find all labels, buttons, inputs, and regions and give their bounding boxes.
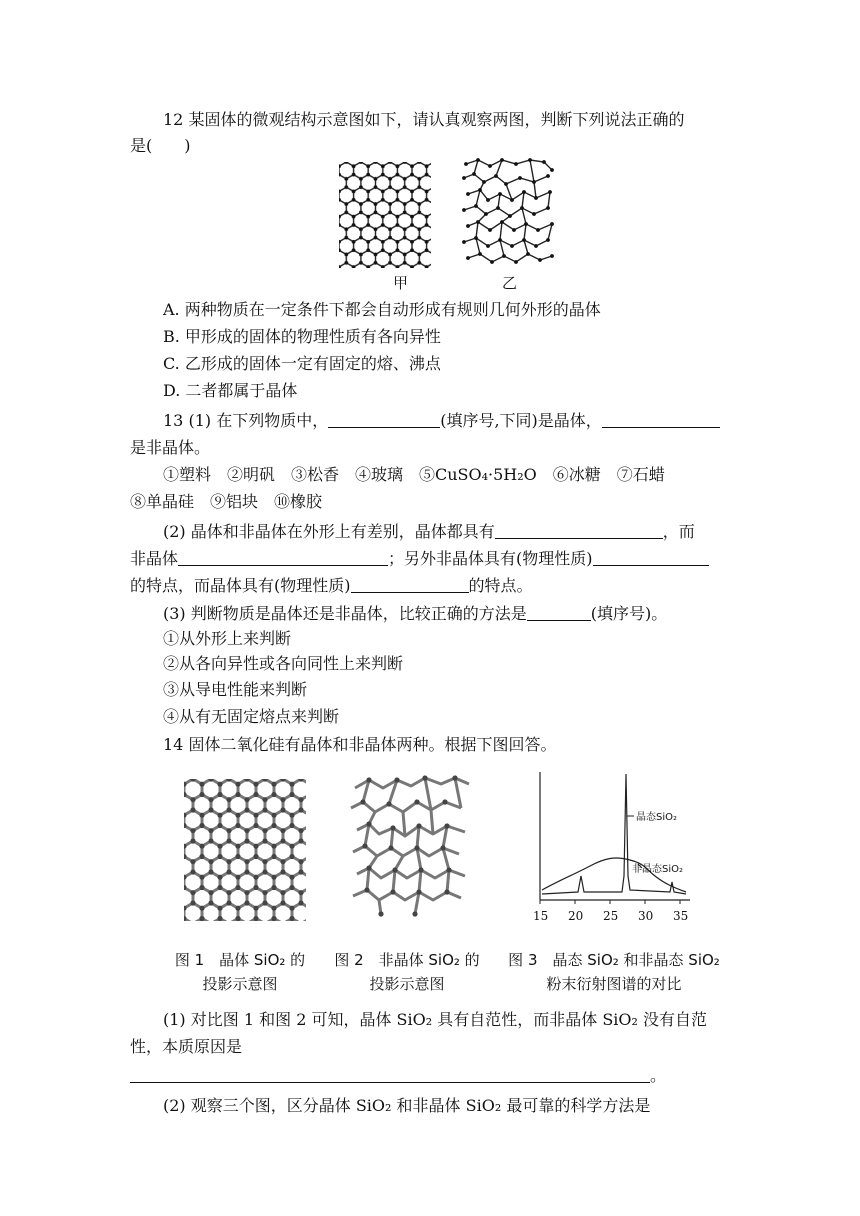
q14-stem: 14 固体二氧化硅有晶体和非晶体两种。根据下图回答。 <box>163 735 557 754</box>
q14-blank-reason[interactable] <box>130 1065 650 1083</box>
q13-part1-text-a: 13 (1) 在下列物质中， <box>163 411 329 430</box>
q13-part3-line: (3) 判断物质是晶体还是非晶体，比较正确的方法是 (填序号)。 <box>163 604 668 623</box>
q13-part1-line2: 是非晶体。 <box>130 438 211 457</box>
q13-method-3: ③从导电性能来判断 <box>163 680 308 699</box>
q14-figure1-crystal-sio2 <box>180 775 310 925</box>
xrd-tick-label-25: 25 <box>603 909 619 923</box>
q14-figure1-caption: 图 1 晶体 SiO₂ 的 投影示意图 <box>174 951 306 993</box>
q14-part2-line: (2) 观察三个图，区分晶体 SiO₂ 和非晶体 SiO₂ 最可靠的科学方法是 <box>163 1096 651 1115</box>
q13-method-2: ②从各向异性或各向同性上来判断 <box>163 654 404 673</box>
q12-option-c: C. 乙形成的固体一定有固定的熔、沸点 <box>163 354 441 373</box>
xrd-curve-crystal <box>542 774 686 894</box>
q14-figure2-caption: 图 2 非晶体 SiO₂ 的 投影示意图 <box>334 951 480 993</box>
q12-option-a: A. 两种物质在一定条件下都会自动形成有规则几何外形的晶体 <box>163 300 601 319</box>
q12-figure-yi <box>460 156 556 270</box>
xrd-label-crystal: 晶态SiO₂ <box>636 812 678 823</box>
xrd-tick-label-15: 15 <box>533 909 549 923</box>
q13-items-line1: ①塑料 ②明矾 ③松香 ④玻璃 ⑤CuSO₄·5H₂O ⑥冰糖 ⑦石蜡 <box>163 465 665 484</box>
xrd-tick-label-30: 30 <box>638 909 654 923</box>
q14-part1-line1: (1) 对比图 1 和图 2 可知，晶体 SiO₂ 具有自范性，而非晶体 SiO₂ 没有自范 <box>163 1010 708 1029</box>
q13-blank-amorphous-shape[interactable] <box>178 548 388 566</box>
q14-figure3-xrd-pattern <box>530 768 700 930</box>
q12-stem-line2: 是( ) <box>130 136 191 155</box>
q14-part1-answer-line: 。 <box>130 1064 730 1088</box>
q14-figure3-caption: 图 3 晶态 SiO₂ 和非晶态 SiO₂ 粉末衍射图谱的对比 <box>508 951 720 993</box>
q13-part2-line1: (2) 晶体和非晶体在外形上有差别，晶体都具有 ，而 <box>163 522 695 541</box>
q13-blank-crystal-property[interactable] <box>351 575 469 593</box>
q12-label-yi: 乙 <box>502 274 518 292</box>
q14-part1-line2: 性，本质原因是 <box>130 1037 243 1056</box>
q12-figure-jia <box>335 160 435 272</box>
q13-part1-line1 <box>163 409 763 433</box>
xrd-label-amorphous: 非晶态SiO₂ <box>632 864 684 875</box>
q12-label-jia: 甲 <box>393 274 409 292</box>
q13-blank-shape[interactable] <box>495 521 663 539</box>
xrd-tick-label-20: 20 <box>568 909 584 923</box>
q13-method-1: ①从外形上来判断 <box>163 629 292 648</box>
q12-option-d: D. 二者都属于晶体 <box>163 381 298 400</box>
q13-part2-line3: 的特点，而晶体具有(物理性质) 的特点。 <box>130 576 533 595</box>
q12-stem-line1: 12 某固体的微观结构示意图如下，请认真观察两图，判断下列说法正确的 <box>163 110 685 129</box>
q13-part1-text-b: (填序号,下同)是晶体， <box>440 411 602 430</box>
q13-items-line2: ⑧单晶硅 ⑨铝块 ⑩橡胶 <box>130 492 323 511</box>
q13-blank-method[interactable] <box>527 603 591 621</box>
q13-part2-line2: 非晶体 ；另外非晶体具有(物理性质) <box>130 547 730 571</box>
xrd-tick-label-35: 35 <box>673 909 689 923</box>
q13-blank-amorphous-property[interactable] <box>593 548 709 566</box>
q12-option-b: B. 甲形成的固体的物理性质有各向异性 <box>163 327 441 346</box>
q13-blank-amorphous[interactable] <box>602 410 720 428</box>
q13-blank-crystal[interactable] <box>328 410 440 428</box>
q14-figure2-amorphous-sio2 <box>345 772 475 924</box>
q13-method-4: ④从有无固定熔点来判断 <box>163 707 340 726</box>
